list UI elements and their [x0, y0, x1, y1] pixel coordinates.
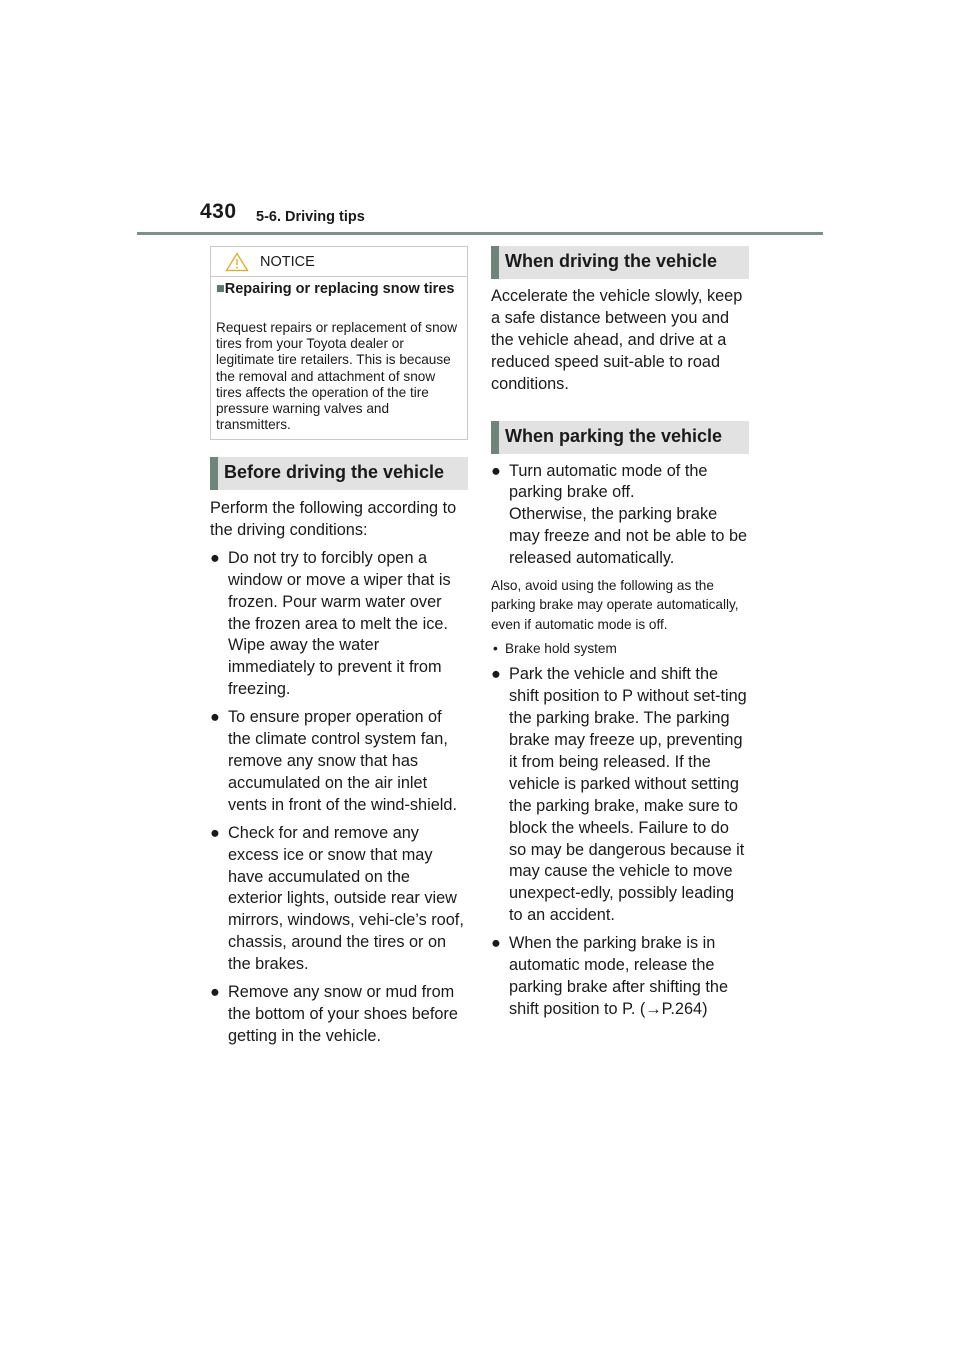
before-driving-bullet — [210, 548, 468, 701]
bullet-dot: ● — [210, 823, 220, 842]
right-column — [491, 246, 749, 1021]
heading-before-driving: Before driving the vehicle — [210, 457, 468, 490]
before-driving-bullet — [210, 707, 468, 817]
notice-box — [210, 246, 468, 440]
notice-header — [211, 247, 467, 277]
when-driving-body: Accelerate the vehicle slowly, keep a safe distance between you and the vehicle ahead, and drive at a reduced speed suit-able to road conditions. — [491, 287, 743, 393]
before-driving-bullet — [210, 823, 468, 976]
bullet-dot: ● — [210, 708, 220, 727]
section-title: 5-6. Driving tips — [256, 209, 365, 225]
bullet-text-continued: Otherwise, the parking brake may freeze and not be able to be released automatically. — [509, 505, 748, 568]
bullet-dot: ● — [210, 983, 220, 1002]
bullet-text: Check for and remove any excess ice or snow that may have accumulated on the exterior lights, outside rear view mirrors, windows, vehi-cle’s roof, chassis, around the tires or on the brakes. — [228, 823, 464, 974]
bullet-text: Do not try to forcibly open a window or move a wiper that is frozen. Pour warm water over the frozen area to melt the ice. Wipe away the water immediately to prevent it from freezing. — [228, 548, 451, 699]
bullet-text: Park the vehicle and shift the shift position to P without set-ting the parking brake. The parking brake may freeze up, preventing it from being released. If the vehicle is parked without setting the parking brake, make sure to block the wheels. Failure to do so may be dangerous because it may cause the vehicle to move unexpect-edly, possibly leading to an accident. — [509, 665, 747, 925]
parking-bullet — [491, 664, 749, 927]
page-number: 430 — [200, 200, 237, 223]
notice-title: NOTICE — [260, 254, 315, 270]
notice-subtitle-text: Repairing or replacing snow tires — [224, 281, 455, 297]
bullet-text: Remove any snow or mud from the bottom of your shoes before getting in the vehicle. — [228, 983, 458, 1045]
bullet-dot: ● — [210, 548, 220, 567]
left-column — [210, 246, 468, 1048]
note-item-text: Brake hold system — [505, 641, 617, 657]
bullet-dot: ● — [491, 934, 501, 953]
header-rule — [137, 232, 823, 235]
parking-bullet — [491, 461, 749, 571]
parking-note: Also, avoid using the following as the parking brake may operate automatically, even if automatic mode is off. — [491, 578, 739, 632]
bullet-text: To ensure proper operation of the climate control system fan, remove any snow that has accumulated on the air inlet vents in front of the wind-shield. — [228, 708, 457, 814]
before-driving-intro: Perform the following according to the driving conditions: — [210, 499, 457, 539]
bullet-text: Turn automatic mode of the parking brake off. — [509, 461, 708, 502]
subtitle-marker: ■ — [216, 281, 225, 297]
warning-triangle-icon — [225, 252, 249, 272]
heading-when-parking: When parking the vehicle — [491, 421, 749, 454]
notice-subtitle — [216, 282, 464, 297]
small-bullet-dot: • — [493, 641, 498, 657]
bullet-dot: ● — [491, 665, 501, 684]
parking-bullet — [491, 933, 749, 1021]
heading-when-driving: When driving the vehicle — [491, 246, 749, 279]
notice-body: Request repairs or replacement of snow tires from your Toyota dealer or legitimate tire retailers. This is because the removal and attachment of snow tires affects the operation of the tire pressure warning valves and transmitters. — [216, 320, 458, 433]
bullet-text: When the parking brake is in automatic mode, release the parking brake after shifting the shift position to P. (→P.264) — [509, 934, 729, 1018]
parking-note-item — [491, 639, 749, 658]
bullet-dot: ● — [491, 461, 501, 480]
before-driving-bullet — [210, 982, 468, 1048]
